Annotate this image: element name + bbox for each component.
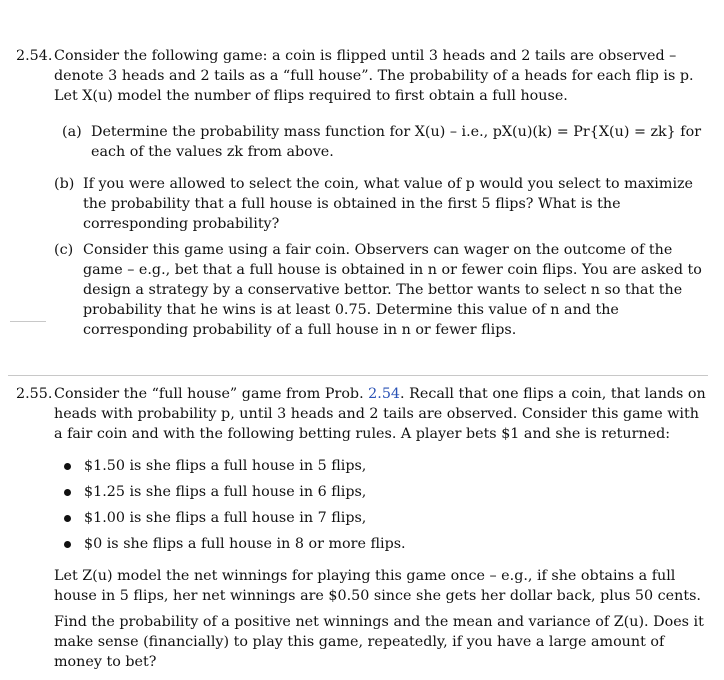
paragraph-net-winnings: Let Z(u) model the net winnings for playing this game once – e.g., if she obtains a full house in 5 flips, her net winnings are $0.50 since she gets her dollar back, plus 50 cents. xyxy=(54,568,701,604)
paragraph-question: Find the probability of a positive net winnings and the mean and variance of Z(u). Does it make sense (financially) to play this game, repeatedly, if you have a large amount of money to bet? xyxy=(54,614,704,670)
part-c xyxy=(54,240,708,340)
list-item: $1.25 is she flips a full house in 6 flips, xyxy=(54,482,708,508)
part-label: (b) xyxy=(54,176,75,192)
problem-number: 2.55. xyxy=(16,386,53,402)
problem-intro xyxy=(54,384,706,444)
part-b xyxy=(54,174,708,234)
list-item: $1.50 is she flips a full house in 5 flips, xyxy=(54,456,708,482)
part-a xyxy=(62,122,708,162)
problem-number: 2.54. xyxy=(16,48,53,64)
bullet-icon xyxy=(64,489,71,496)
bullet-icon xyxy=(64,541,71,548)
part-label: (a) xyxy=(62,124,82,140)
part-label: (c) xyxy=(54,242,74,258)
problem-intro: Consider the following game: a coin is flipped until 3 heads and 2 tails are observed – denote 3 heads and 2 tails as a “full house”. The probability of a heads for each flip is p. Let X(u) model the number of flips required to first obtain a full house. xyxy=(54,48,694,104)
margin-mark xyxy=(10,321,46,322)
section-divider xyxy=(8,375,708,376)
problem-2-54 xyxy=(16,46,706,106)
intro-rest: . Recall that one flips a coin, that lands on heads with probability p, until 3 heads and 2 tails are observed. Consider this game with a fair coin and with the following betting rules. A player bets $1 and she is returned: xyxy=(54,386,706,442)
intro-start: Consider the “full house” game from Prob. xyxy=(54,386,364,402)
list-item: $1.00 is she flips a full house in 7 flips, xyxy=(54,508,708,534)
list-item: $0 is she flips a full house in 8 or more flips. xyxy=(54,534,708,560)
problem-reference-link[interactable]: 2.54 xyxy=(368,386,401,402)
part-text: Consider this game using a fair coin. Observers can wager on the outcome of the game – e.g., bet that a full house is obtained in n or fewer coin flips. You are asked to design a strategy by a conservative bettor. The bettor wants to select n so that the probability that he wins is at least 0.75. Determine this value of n and the corresponding probability of a full house in n or fewer flips. xyxy=(83,242,702,338)
part-text: Determine the probability mass function for X(u) – i.e., pX(u)(k) = Pr{X(u) = zk} for each of the values zk from above. xyxy=(91,124,702,160)
payout-list xyxy=(54,456,708,560)
part-text: If you were allowed to select the coin, what value of p would you select to maximize the probability that a full house is obtained in the first 5 flips? What is the corresponding probability? xyxy=(83,176,694,232)
bullet-icon xyxy=(64,463,71,470)
problem-2-55 xyxy=(16,384,706,444)
bullet-icon xyxy=(64,515,71,522)
